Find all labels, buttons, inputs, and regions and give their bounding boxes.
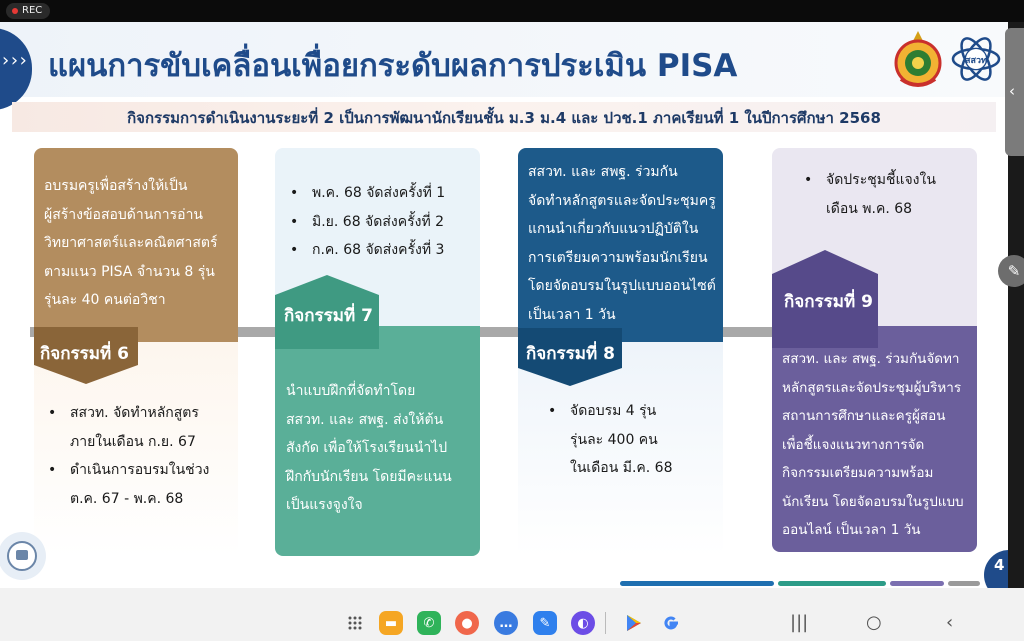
activity-7-bullets — [312, 179, 445, 265]
google-icon[interactable] — [661, 613, 681, 633]
phone-icon[interactable]: ✆ — [417, 611, 441, 635]
activity-6-label: กิจกรรมที่ 6 — [40, 344, 129, 364]
recording-label: REC — [22, 5, 43, 16]
subtitle-bar — [12, 102, 996, 132]
list-item: • มิ.ย. 68 จัดส่งครั้งที่ 2 — [312, 208, 445, 237]
list-item: • จัดประชุมชี้แจงใน เดือน พ.ค. 68 — [826, 166, 936, 223]
progress-segment-1 — [620, 581, 774, 586]
internet-icon[interactable]: ◐ — [571, 611, 595, 635]
recents-button[interactable]: ||| — [790, 612, 809, 633]
slide-subtitle: กิจกรรมการดำเนินงานระยะที่ 2 เป็นการพัฒนานักเรียนชั้น ม.3 ม.4 และ ปวช.1 ภาคเรียนที่ 1 ในปีการศึกษา 2568 — [127, 109, 881, 127]
activity-8-description: สสวท. และ สพฐ. ร่วมกัน จัดทำหลักสูตรและจัดประชุมครู แกนนำเกี่ยวกับแนวปฏิบัติใน การเตรียมความพร้อมนักเรียน โดยจัดอบรมในรูปแบบออนไซต์ เป็นเวลา 1 วัน — [528, 164, 716, 323]
apps-grid-icon[interactable] — [347, 615, 363, 631]
presentation-slide — [0, 22, 1008, 588]
top-status-bar — [0, 0, 1024, 22]
activity-6-bullets — [70, 399, 209, 513]
play-store-icon[interactable] — [624, 613, 644, 633]
messages-icon[interactable]: … — [494, 611, 518, 635]
notes-icon[interactable]: ✎ — [533, 611, 557, 635]
progress-segment-3 — [890, 581, 944, 586]
back-button[interactable]: ‹ — [946, 612, 954, 633]
list-item: • สสวท. จัดทำหลักสูตร ภายในเดือน ก.ย. 67 — [70, 399, 209, 456]
activity-7-description: นำแบบฝึกที่จัดทำโดย สสวท. และ สพฐ. ส่งให้ต้น สังกัด เพื่อให้โรงเรียนนำไป ฝึกกับนักเรียน โดยมีคะแนน เป็นแรงจูงใจ — [286, 383, 452, 513]
activity-6-description: อบรมครูเพื่อสร้างให้เป็น ผู้สร้างข้อสอบด้านการอ่าน วิทยาศาสตร์และคณิตศาสตร์ ตามแนว PISA จำนวน 8 รุ่น รุ่นละ 40 คนต่อวิชา — [44, 178, 218, 308]
list-item: • ก.ค. 68 จัดส่งครั้งที่ 3 — [312, 236, 445, 265]
list-item: • จัดอบรม 4 รุ่น รุ่นละ 400 คน ในเดือน มี.ค. 68 — [570, 397, 672, 483]
obec-emblem-icon — [893, 29, 943, 91]
ipst-logo-icon — [950, 31, 1002, 87]
activity-7-label: กิจกรรมที่ 7 — [284, 306, 373, 326]
activity-8-label: กิจกรรมที่ 8 — [526, 344, 615, 364]
progress-segment-4 — [948, 581, 980, 586]
taskbar-divider — [605, 612, 606, 634]
ipst-logo-text: สสวท — [965, 56, 987, 66]
progress-segment-2 — [778, 581, 886, 586]
presenter-badge-icon — [0, 512, 60, 588]
activity-8-bullets — [570, 397, 672, 483]
list-item: • พ.ค. 68 จัดส่งครั้งที่ 1 — [312, 179, 445, 208]
page-number: 4 — [994, 556, 1005, 574]
activity-9-label: กิจกรรมที่ 9 — [784, 292, 873, 312]
files-icon[interactable]: ▬ — [379, 611, 403, 635]
record-dot-icon — [12, 8, 18, 14]
collapse-arrow-icon[interactable]: ‹ — [1009, 82, 1015, 100]
activity-9-bullets — [826, 166, 936, 223]
chevrons-icon: ››› — [0, 50, 27, 71]
edit-button[interactable]: ✎ — [998, 255, 1024, 287]
list-item: • ดำเนินการอบรมในช่วง ต.ค. 67 - พ.ค. 68 — [70, 456, 209, 513]
activity-9-description: สสวท. และ สพฐ. ร่วมกันจัดทา หลักสูตรและจัดประชุมผู้บริหาร สถานการศึกษาและครูผู้สอน เพื่อชี้แจงแนวทางการจัด กิจกรรมเตรียมความพร้อม นักเรียน โดยจัดอบรมในรูปแบบ ออนไลน์ เป็นเวลา 1 วัน — [782, 351, 964, 538]
recording-indicator — [6, 3, 50, 19]
slide-title: แผนการขับเคลื่อนเพื่อยกระดับผลการประเมิน PISA — [48, 48, 738, 84]
contacts-icon[interactable]: ● — [455, 611, 479, 635]
home-button[interactable]: ○ — [866, 612, 882, 633]
